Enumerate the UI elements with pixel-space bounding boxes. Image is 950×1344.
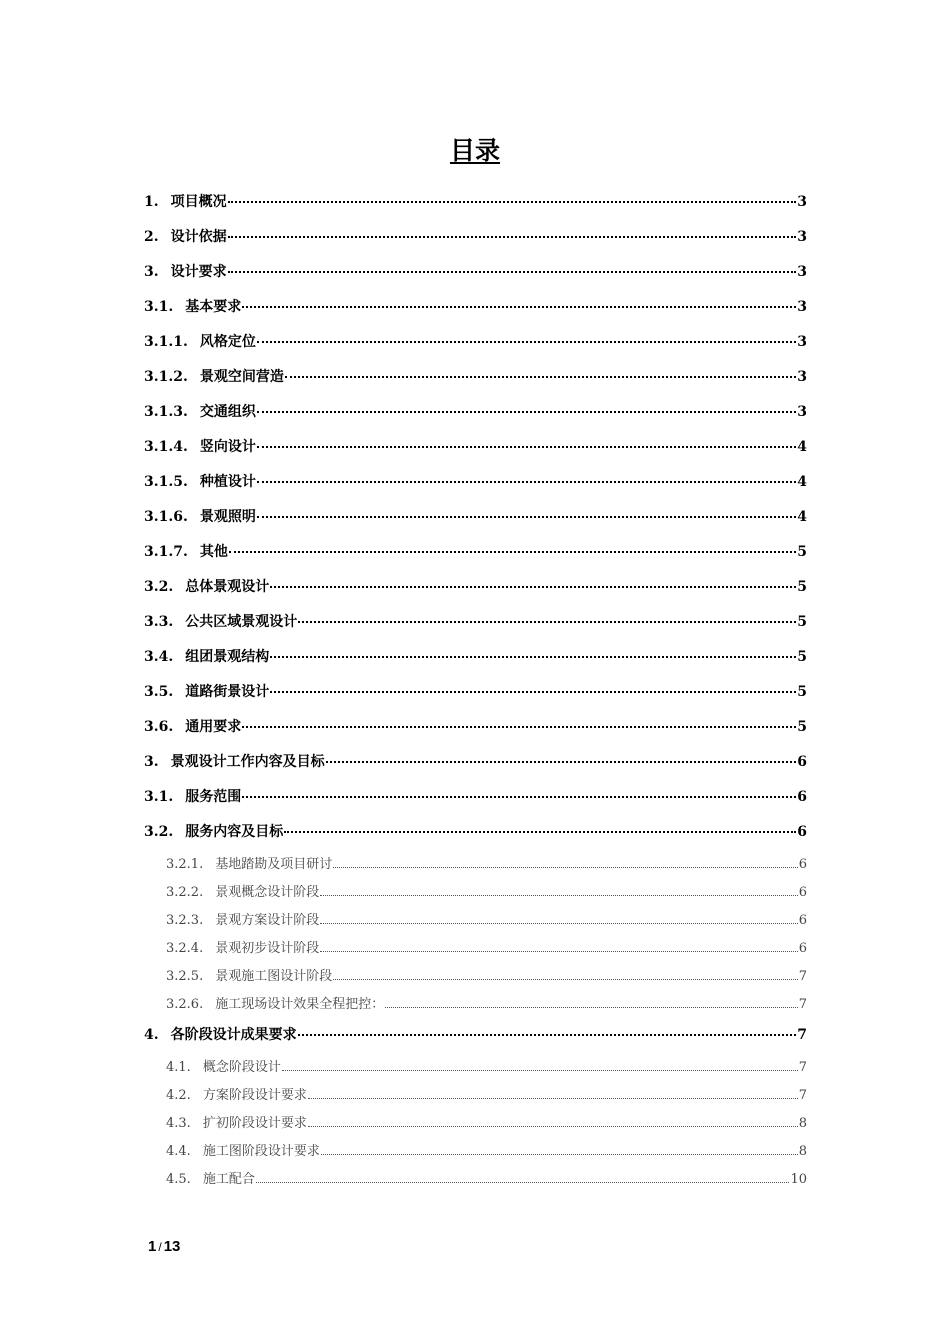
toc-entry[interactable] (144, 853, 807, 881)
toc-entry-number: 3.2.6. (166, 997, 204, 1012)
toc-entry-title: 基地踏勘及项目研讨 (215, 857, 333, 872)
toc-entry-number: 3.4. (144, 649, 174, 665)
toc-dot-leader (270, 691, 796, 693)
toc-entry[interactable] (144, 993, 807, 1021)
toc-entry-page: 3 (797, 334, 807, 350)
toc-entry-number: 4. (144, 1027, 159, 1043)
toc-entry[interactable] (144, 965, 807, 993)
toc-entry-page: 7 (797, 1027, 807, 1043)
toc-entry-title: 扩初阶段设计要求 (202, 1116, 307, 1131)
toc-entry-title: 道路街景设计 (185, 684, 270, 700)
toc-entry-title: 概念阶段设计 (202, 1060, 281, 1075)
toc-dot-leader (333, 979, 797, 980)
toc-dot-leader (229, 551, 796, 553)
toc-entry-title: 景观方案设计阶段 (215, 913, 320, 928)
toc-entry-page: 5 (797, 544, 807, 560)
toc-dot-leader (308, 1126, 798, 1127)
toc-entry[interactable] (144, 643, 807, 678)
toc-entry-number: 3. (144, 264, 159, 280)
toc-dot-leader (333, 867, 797, 868)
toc-entry-number: 3.2.4. (166, 941, 204, 956)
toc-entry-number: 4.3. (166, 1116, 191, 1131)
toc-entry-page: 5 (797, 719, 807, 735)
toc-entry-page: 10 (790, 1172, 807, 1187)
toc-dot-leader (242, 306, 796, 308)
toc-entry[interactable] (144, 1140, 807, 1168)
page-separator: / (158, 1240, 162, 1254)
toc-entry[interactable] (144, 433, 807, 468)
toc-entry-page: 3 (797, 404, 807, 420)
toc-dot-leader (284, 831, 796, 833)
total-page-count: 13 (163, 1238, 181, 1255)
toc-entry-page: 6 (797, 754, 807, 770)
toc-entry[interactable] (144, 363, 807, 398)
toc-entry-number: 3.2. (144, 579, 174, 595)
toc-entry-number: 3.1.3. (144, 404, 188, 420)
toc-entry-number: 3.1. (144, 789, 174, 805)
toc-dot-leader (282, 1070, 798, 1071)
toc-entry-page: 3 (797, 369, 807, 385)
table-of-contents (144, 188, 807, 1196)
toc-entry-title: 景观施工图设计阶段 (215, 969, 333, 984)
toc-entry[interactable] (144, 937, 807, 965)
toc-entry-page: 5 (797, 684, 807, 700)
toc-dot-leader (320, 923, 797, 924)
toc-dot-leader (228, 236, 797, 238)
toc-entry-page: 5 (797, 579, 807, 595)
toc-entry-page: 6 (798, 941, 807, 956)
toc-dot-leader (298, 1034, 797, 1036)
toc-entry[interactable] (144, 1084, 807, 1112)
toc-entry[interactable] (144, 188, 807, 223)
toc-entry-title: 景观概念设计阶段 (215, 885, 320, 900)
toc-entry[interactable] (144, 713, 807, 748)
toc-dot-leader (257, 446, 796, 448)
toc-entry[interactable] (144, 573, 807, 608)
toc-entry-page: 6 (798, 913, 807, 928)
toc-entry-title: 施工配合 (202, 1172, 255, 1187)
toc-entry[interactable] (144, 1168, 807, 1196)
current-page-number: 1 (148, 1238, 157, 1255)
toc-dot-leader (242, 726, 796, 728)
toc-entry-page: 7 (798, 997, 807, 1012)
toc-entry-number: 3.1.1. (144, 334, 188, 350)
toc-entry-page: 6 (797, 789, 807, 805)
toc-entry-page: 4 (797, 439, 807, 455)
toc-entry-page: 4 (797, 474, 807, 490)
toc-entry[interactable] (144, 1112, 807, 1140)
toc-entry-number: 3.1.4. (144, 439, 188, 455)
page-title (0, 133, 950, 169)
toc-entry-number: 3.2.2. (166, 885, 204, 900)
toc-entry-title: 基本要求 (185, 299, 242, 315)
toc-dot-leader (242, 796, 796, 798)
toc-dot-leader (320, 951, 797, 952)
toc-dot-leader (257, 411, 796, 413)
toc-dot-leader (270, 586, 796, 588)
toc-entry-number: 3. (144, 754, 159, 770)
toc-entry[interactable] (144, 468, 807, 503)
toc-entry-title: 公共区域景观设计 (185, 614, 298, 630)
page-title-text: 目录 (449, 136, 500, 165)
toc-dot-leader (257, 516, 796, 518)
toc-entry-number: 3.1. (144, 299, 174, 315)
toc-entry[interactable] (144, 223, 807, 258)
toc-dot-leader (321, 1154, 798, 1155)
toc-entry-title: 组团景观结构 (185, 649, 270, 665)
toc-entry-title: 竖向设计 (199, 439, 256, 455)
toc-entry-page: 7 (798, 969, 807, 984)
toc-dot-leader (285, 376, 796, 378)
toc-entry[interactable] (144, 1021, 807, 1056)
toc-entry-title: 其他 (199, 544, 228, 560)
page-number-footer (148, 1236, 180, 1258)
toc-entry-page: 6 (798, 885, 807, 900)
toc-entry[interactable] (144, 503, 807, 538)
toc-entry-title: 交通组织 (199, 404, 256, 420)
toc-dot-leader (270, 656, 796, 658)
toc-entry-title: 设计要求 (170, 264, 227, 280)
toc-entry[interactable] (144, 678, 807, 713)
toc-dot-leader (385, 1007, 797, 1008)
toc-entry-page: 5 (797, 614, 807, 630)
toc-entry-number: 3.1.7. (144, 544, 188, 560)
toc-entry-title: 种植设计 (199, 474, 256, 490)
toc-entry[interactable] (144, 818, 807, 853)
toc-entry-title: 设计依据 (170, 229, 227, 245)
toc-entry[interactable] (144, 398, 807, 433)
toc-entry[interactable] (144, 258, 807, 293)
toc-entry-number: 2. (144, 229, 159, 245)
toc-dot-leader (228, 271, 797, 273)
toc-entry-page: 3 (797, 229, 807, 245)
toc-dot-leader (257, 341, 796, 343)
toc-dot-leader (257, 481, 796, 483)
toc-dot-leader (320, 895, 797, 896)
toc-entry-title: 施工现场设计效果全程把控： (215, 997, 385, 1012)
toc-entry-page: 7 (798, 1060, 807, 1075)
toc-entry-page: 7 (798, 1088, 807, 1103)
toc-entry-number: 3.3. (144, 614, 174, 630)
toc-entry-title: 景观初步设计阶段 (215, 941, 320, 956)
toc-entry[interactable] (144, 608, 807, 643)
toc-entry-title: 各阶段设计成果要求 (170, 1027, 297, 1043)
toc-entry-page: 6 (797, 824, 807, 840)
toc-entry-title: 方案阶段设计要求 (202, 1088, 307, 1103)
toc-entry-page: 4 (797, 509, 807, 525)
toc-entry-title: 总体景观设计 (185, 579, 270, 595)
toc-entry-page: 6 (798, 857, 807, 872)
toc-entry-page: 5 (797, 649, 807, 665)
toc-entry-title: 风格定位 (199, 334, 256, 350)
toc-entry[interactable] (144, 909, 807, 937)
toc-entry-page: 8 (798, 1116, 807, 1131)
toc-entry-number: 4.4. (166, 1144, 191, 1159)
toc-entry-number: 3.1.5. (144, 474, 188, 490)
toc-entry-number: 3.1.6. (144, 509, 188, 525)
toc-entry-page: 8 (798, 1144, 807, 1159)
toc-entry-title: 服务内容及目标 (185, 824, 284, 840)
toc-dot-leader (298, 621, 796, 623)
toc-entry-number: 3.2.1. (166, 857, 204, 872)
toc-entry[interactable] (144, 293, 807, 328)
toc-entry-title: 项目概况 (170, 194, 227, 210)
toc-entry-number: 4.1. (166, 1060, 191, 1075)
toc-entry-title: 景观设计工作内容及目标 (170, 754, 325, 770)
toc-entry[interactable] (144, 538, 807, 573)
toc-entry[interactable] (144, 1056, 807, 1084)
toc-entry-number: 3.1.2. (144, 369, 188, 385)
toc-dot-leader (228, 201, 797, 203)
toc-entry-title: 景观照明 (199, 509, 256, 525)
toc-entry-page: 3 (797, 194, 807, 210)
toc-entry-number: 4.5. (166, 1172, 191, 1187)
toc-entry-number: 3.6. (144, 719, 174, 735)
toc-entry-number: 3.5. (144, 684, 174, 700)
toc-entry[interactable] (144, 328, 807, 363)
toc-entry-number: 3.2.3. (166, 913, 204, 928)
toc-entry-number: 3.2. (144, 824, 174, 840)
toc-entry-title: 景观空间营造 (199, 369, 284, 385)
toc-entry-number: 4.2. (166, 1088, 191, 1103)
toc-entry-title: 施工图阶段设计要求 (202, 1144, 320, 1159)
toc-entry-number: 1. (144, 194, 159, 210)
toc-entry-page: 3 (797, 264, 807, 280)
toc-entry-title: 服务范围 (185, 789, 242, 805)
toc-entry[interactable] (144, 783, 807, 818)
toc-entry[interactable] (144, 748, 807, 783)
toc-entry[interactable] (144, 881, 807, 909)
toc-entry-page: 3 (797, 299, 807, 315)
toc-entry-number: 3.2.5. (166, 969, 204, 984)
toc-dot-leader (256, 1182, 790, 1183)
toc-dot-leader (326, 761, 797, 763)
toc-entry-title: 通用要求 (185, 719, 242, 735)
toc-dot-leader (308, 1098, 798, 1099)
